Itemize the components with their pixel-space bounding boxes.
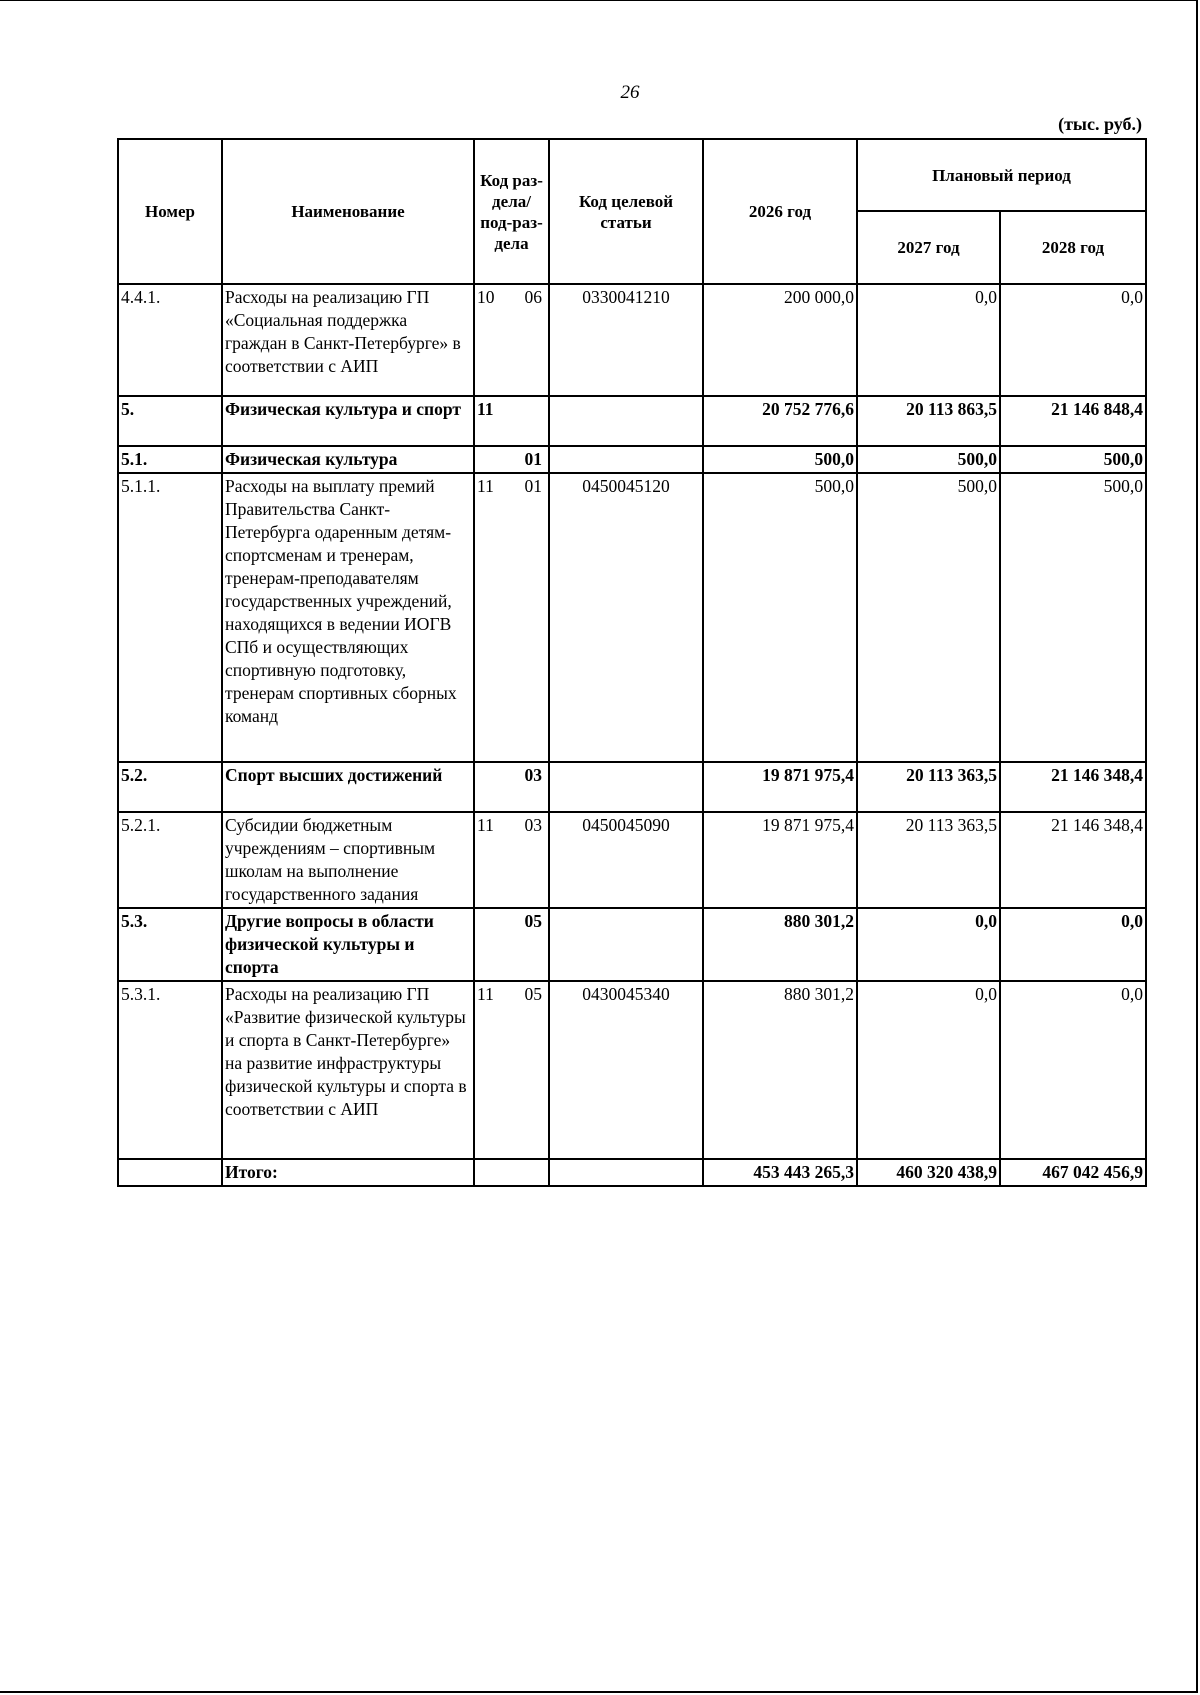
table-row: [118, 396, 1146, 446]
table-row: [118, 446, 1146, 473]
row-section-code: [474, 981, 549, 1159]
total-2026: 453 443 265,3: [703, 1159, 857, 1186]
row-section: 11: [477, 399, 494, 419]
table-row: [118, 284, 1146, 396]
row-2027: 500,0: [857, 473, 1000, 762]
row-2026: 880 301,2: [703, 908, 857, 981]
row-subsection: 03: [524, 765, 542, 785]
row-name: Другие вопросы в области физической культуры и спорта: [222, 908, 474, 981]
row-2028: 500,0: [1000, 446, 1146, 473]
row-section: 11: [477, 476, 494, 496]
row-2028: 500,0: [1000, 473, 1146, 762]
row-2028: 21 146 348,4: [1000, 762, 1146, 812]
row-subsection: 06: [524, 287, 542, 307]
total-2028: 467 042 456,9: [1000, 1159, 1146, 1186]
row-subsection: 01: [524, 476, 542, 496]
row-2028: 0,0: [1000, 284, 1146, 396]
header-name: Наименование: [222, 139, 474, 284]
row-name: Расходы на реализацию ГП «Развитие физической культуры и спорта в Санкт-Петербурге» на развитие инфраструктуры физической культуры и спорта в соответствии с АИП: [222, 981, 474, 1159]
row-target-code: [549, 908, 703, 981]
budget-table: [117, 138, 1147, 1187]
table-header: [118, 139, 1146, 284]
row-2026: 880 301,2: [703, 981, 857, 1159]
row-subsection: 05: [524, 984, 542, 1004]
total-target-cell: [549, 1159, 703, 1186]
row-2026: 19 871 975,4: [703, 762, 857, 812]
header-planned-period: Плановый период: [857, 139, 1146, 211]
row-name: Физическая культура: [222, 446, 474, 473]
row-number: 5.3.1.: [118, 981, 222, 1159]
row-2028: 0,0: [1000, 908, 1146, 981]
row-number: 5.1.1.: [118, 473, 222, 762]
row-2028: 21 146 848,4: [1000, 396, 1146, 446]
row-section-code: [474, 446, 549, 473]
row-section: 11: [477, 815, 494, 835]
row-section: 10: [477, 287, 495, 307]
row-number: 5.3.: [118, 908, 222, 981]
row-section-code: [474, 284, 549, 396]
row-section-code: [474, 473, 549, 762]
row-subsection: 05: [524, 911, 542, 931]
total-row: [118, 1159, 1146, 1186]
row-subsection: 01: [524, 449, 542, 469]
table-body: [118, 284, 1146, 1186]
header-year-2028: 2028 год: [1000, 211, 1146, 284]
units-label: (тыс. руб.): [1058, 114, 1142, 134]
row-2027: 0,0: [857, 284, 1000, 396]
row-2026: 500,0: [703, 473, 857, 762]
total-section-cell: [474, 1159, 549, 1186]
row-2026: 500,0: [703, 446, 857, 473]
row-2027: 20 113 363,5: [857, 762, 1000, 812]
row-target-code: 0450045120: [549, 473, 703, 762]
header-number: Номер: [118, 139, 222, 284]
table-row: [118, 908, 1146, 981]
row-number: 5.2.: [118, 762, 222, 812]
row-2028: 21 146 348,4: [1000, 812, 1146, 908]
row-number: 5.1.: [118, 446, 222, 473]
row-section-code: [474, 396, 549, 446]
row-2028: 0,0: [1000, 981, 1146, 1159]
page-number: 26: [620, 82, 640, 103]
row-name: Физическая культура и спорт: [222, 396, 474, 446]
row-subsection: 03: [524, 815, 542, 835]
header-target-code: Код целевой статьи: [549, 139, 703, 284]
total-number-cell: [118, 1159, 222, 1186]
row-section-code: [474, 908, 549, 981]
header-section-code: Код раз-дела/ под-раз-дела: [474, 139, 549, 284]
total-label: Итого:: [222, 1159, 474, 1186]
row-number: 4.4.1.: [118, 284, 222, 396]
total-2027: 460 320 438,9: [857, 1159, 1000, 1186]
row-name: Расходы на выплату премий Правительства Санкт-Петербурга одаренным детям-спортсменам и тренерам, тренерам-преподавателям государственных учреждений, находящихся в ведении ИОГВ СПб и осуществляющих спортивную подготовку, тренерам спортивных сборных команд: [222, 473, 474, 762]
table-row: [118, 762, 1146, 812]
row-name: Спорт высших достижений: [222, 762, 474, 812]
row-target-code: 0450045090: [549, 812, 703, 908]
row-target-code: [549, 762, 703, 812]
row-2026: 200 000,0: [703, 284, 857, 396]
row-2027: 500,0: [857, 446, 1000, 473]
row-2027: 0,0: [857, 908, 1000, 981]
row-section: 11: [477, 984, 494, 1004]
table-row: [118, 981, 1146, 1159]
table-row: [118, 812, 1146, 908]
row-target-code: 0430045340: [549, 981, 703, 1159]
row-2027: 20 113 363,5: [857, 812, 1000, 908]
header-year-2027: 2027 год: [857, 211, 1000, 284]
row-name: Субсидии бюджетным учреждениям – спортивным школам на выполнение государственного задания: [222, 812, 474, 908]
row-section-code: [474, 762, 549, 812]
row-number: 5.: [118, 396, 222, 446]
row-target-code: 0330041210: [549, 284, 703, 396]
row-section-code: [474, 812, 549, 908]
row-2026: 19 871 975,4: [703, 812, 857, 908]
row-target-code: [549, 446, 703, 473]
row-2027: 0,0: [857, 981, 1000, 1159]
row-target-code: [549, 396, 703, 446]
table-row: [118, 473, 1146, 762]
header-year-2026: 2026 год: [703, 139, 857, 284]
row-2026: 20 752 776,6: [703, 396, 857, 446]
row-2027: 20 113 863,5: [857, 396, 1000, 446]
row-name: Расходы на реализацию ГП «Социальная поддержка граждан в Санкт-Петербурге» в соответствии с АИП: [222, 284, 474, 396]
row-number: 5.2.1.: [118, 812, 222, 908]
